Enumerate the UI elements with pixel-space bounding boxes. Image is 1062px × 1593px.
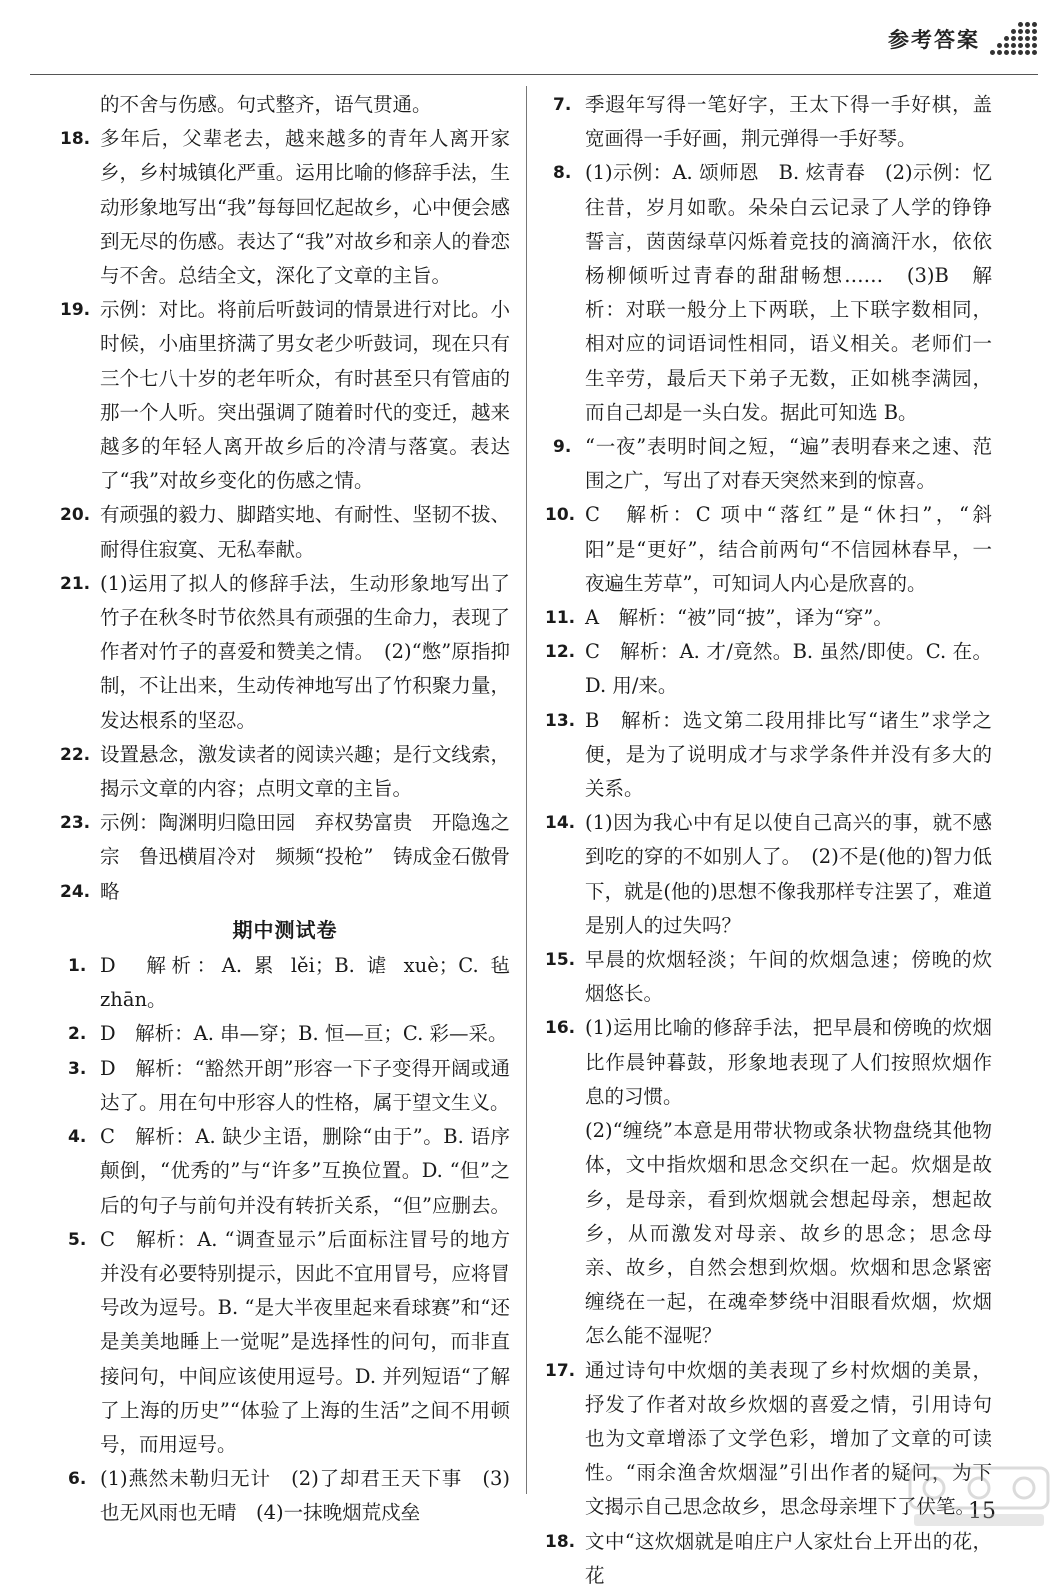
answer-text: 示例：陶渊明归隐田园 弃权势富贵 开隐逸之宗 鲁迅横眉冷对 频频“投枪” 铸成金石傲骨 (100, 811, 510, 869)
answer-number: 10. (545, 505, 576, 526)
answer-text: 有顽强的毅力、脚踏实地、有耐性、坚韧不拔、耐得住寂寞、无私奉献。 (100, 503, 510, 561)
answer-text: (1)燕然未勒归无计 (2)了却君王天下事 (3)也无风雨也无晴 (4)一抹晚烟荒戍垒 (100, 1467, 510, 1525)
answer-text: C 解析：A. “调查显示”后面标注冒号的地方并没有必要特别提示，因此不宜用冒号，应将冒号改为逗号。B. “是大半夜里起来看球赛”和“还是美美地睡上一觉呢”是选择性的问句，而非直接问句，中间应该使用逗号。D. 并列短语“了解了上海的历史”“体验了上海的生活”之间不用顿号，而用逗号。 (100, 1227, 510, 1456)
answer-item (60, 1017, 510, 1051)
answer-item (545, 1011, 992, 1114)
answer-text: 略 (100, 879, 120, 903)
answer-item (545, 88, 992, 156)
answer-number: 19. (60, 300, 91, 321)
answer-text: 通过诗句中炊烟的美表现了乡村炊烟的美景，抒发了作者对故乡炊烟的喜爱之情，引用诗句也为文章增添了文学色彩，增加了文章的可读性。“雨余渔舍炊烟湿”引出作者的疑问，为下文揭示自己思念故乡，思念母亲埋下了伏笔。 (585, 1358, 992, 1519)
answer-number: 15. (545, 950, 576, 971)
answer-text: C 解析：C 项中“落红”是“休扫”，“斜阳”是“更好”，结合前两句“不信园林春早，一夜遍生芳草”，可知词人内心是欣喜的。 (585, 503, 992, 595)
answer-number: 12. (545, 642, 576, 663)
answer-number: 13. (545, 710, 576, 731)
right-column (545, 88, 992, 1587)
answer-text: 文中“这炊烟就是咱庄户人家灶台上开出的花，花 (585, 1529, 992, 1587)
answer-text: (1)运用了拟人的修辞手法，生动形象地写出了竹子在秋冬时节依然具有顽强的生命力，表现了作者对竹子的喜爱和赞美之情。 (2)“憋”原指抑制，不让出来，生动传神地写出了竹积聚力量，发达根系的坚忍。 (100, 571, 510, 732)
answer-number: 24. (60, 881, 91, 902)
answer-text: (1)运用比喻的修辞手法，把早晨和傍晚的炊烟比作晨钟暮鼓，形象地表现了人们按照炊烟作息的习惯。 (585, 1016, 992, 1108)
header-title: 参考答案 (888, 28, 980, 52)
answer-item (60, 122, 510, 293)
answer-number: 2. (68, 1024, 87, 1045)
answer-number: 22. (60, 744, 91, 765)
answer-text: “一夜”表明时间之短，“遍”表明春来之速、范围之广，写出了对春天突然来到的惊喜。 (585, 435, 992, 493)
answer-item (60, 806, 510, 874)
answer-text: (2)“缠绕”本意是用带状物或条状物盘绕其他物体，文中指炊烟和思念交织在一起。炊烟是故乡，是母亲，看到炊烟就会想起母亲，想起故乡，从而激发对母亲、故乡的思念；思念母亲、故乡，自然会想到炊烟。炊烟和思念紧密缠绕在一起，在魂牵梦绕中泪眼看炊烟，炊烟怎么能不湿呢？ (585, 1119, 992, 1348)
answer-list-b (60, 949, 510, 1530)
answer-item (60, 567, 510, 738)
answer-number: 3. (68, 1058, 87, 1079)
answer-number: 16. (545, 1018, 576, 1039)
answer-text: 季遐年写得一笔好字，王太下得一手好棋，盖宽画得一手好画，荆元弹得一手好琴。 (585, 93, 992, 151)
answer-text: D 解析：“豁然开朗”形容一下子变得开阔或通达了。用在句中形容人的性格，属于望文生义。 (100, 1056, 510, 1114)
answer-item (60, 293, 510, 498)
answer-item (60, 1223, 510, 1462)
answer-text: 多年后，父辈老去，越来越多的青年人离开家乡，乡村城镇化严重。运用比喻的修辞手法，生动形象地写出“我”每每回忆起故乡，心中便会感到无尽的伤感。表达了“我”对故乡和亲人的眷恋与不舍。总结全文，深化了文章的主旨。 (100, 127, 510, 288)
answer-item (545, 704, 992, 807)
answer-number: 21. (60, 573, 91, 594)
answer-list-right (545, 88, 992, 1593)
answer-item (545, 430, 992, 498)
answer-item (545, 806, 992, 943)
page-header (888, 22, 1038, 56)
watermark-logo (904, 1462, 1054, 1532)
answer-number: 1. (68, 956, 87, 977)
answer-number: 8. (553, 163, 572, 184)
answer-text: 设置悬念，激发读者的阅读兴趣；是行文线索，揭示文章的内容；点明文章的主旨。 (100, 742, 510, 801)
answer-number: 6. (68, 1469, 87, 1490)
answer-text: (1)示例：A. 颂师恩 B. 炫青春 (2)示例：忆往昔，岁月如歌。朵朵白云记录了人学的铮铮誓言，茵茵绿草闪烁着竞技的滴滴汗水，依依杨柳倾听过青春的甜甜畅想…… (3)B 解析：对联一般分上下两联，上下联字数相同，相对应的词语词性相同，语义相关。老师们一生辛劳，最后天下弟子无数，正如桃李满园，而自己却是一头白发。据此可知选 B。 (585, 161, 992, 424)
answer-number: 18. (60, 129, 91, 150)
answer-item (60, 1052, 510, 1120)
answer-item (60, 498, 510, 566)
section-title: 期中测试卷 (232, 917, 338, 942)
answer-number: 14. (545, 813, 576, 834)
answer-list-a (60, 122, 510, 909)
answer-item (60, 1120, 510, 1223)
answer-item (545, 1525, 992, 1593)
answer-item (545, 943, 992, 1011)
answer-text: B 解析：选文第二段用排比写“诸生”求学之便，是为了说明成才与求学条件并没有多大的关系。 (585, 708, 992, 801)
answer-text: D 解析：A. 串—穿；B. 恒—亘；C. 彩—采。 (100, 1022, 508, 1046)
answer-number: 20. (60, 505, 91, 526)
answer-text: (1)因为我心中有足以使自己高兴的事，就不感到吃的穿的不如别人了。 (2)不是(他的)智力低下，就是(他的)思想不像我那样专注罢了，难道是别人的过失吗？ (585, 811, 992, 937)
answer-item (60, 738, 510, 806)
answer-item (60, 949, 510, 1017)
answer-item (545, 498, 992, 601)
answer-number: 7. (553, 95, 572, 115)
dot-pattern-icon (990, 22, 1038, 56)
answer-text: A 解析：“被”同“披”，译为“穿”。 (585, 606, 893, 630)
answer-text: C 解析：A. 缺少主语，删除“由于”。B. 语序颠倒，“优秀的”与“许多”互换位置。D. “但”之后的句子与前句并没有转折关系，“但”应删去。 (100, 1125, 510, 1217)
answer-text: D 解析：A. 累 lěi；B. 谑 xuè；C. 毡 zhān。 (100, 954, 510, 1012)
answer-item (60, 1462, 510, 1530)
answer-number: 17. (545, 1360, 576, 1381)
answer-number: 4. (68, 1127, 87, 1148)
answer-item (545, 156, 992, 430)
answer-number: 5. (68, 1229, 87, 1250)
column-divider (526, 86, 527, 1494)
header-rule (30, 74, 1038, 75)
intro-line: 的不舍与伤感。句式整齐，语气贯通。 (100, 93, 432, 116)
answer-number: 18. (545, 1531, 576, 1552)
answer-text: C 解析：A. 才/竟然。B. 虽然/即使。C. 在。D. 用/来。 (585, 640, 992, 698)
answer-text: 早晨的炊烟轻淡；午间的炊烟急速；傍晚的炊烟悠长。 (585, 948, 992, 1006)
answer-number: 11. (545, 608, 576, 629)
left-column (60, 88, 510, 1525)
answer-item (545, 635, 992, 703)
answer-text: 示例：对比。将前后听鼓词的情景进行对比。小时候，小庙里挤满了男女老少听鼓词，现在只有三个七八十岁的老年听众，有时甚至只有管庙的那一个人听。突出强调了随着时代的变迁，越来越多的年轻人离开故乡后的冷清与落寞。表达了“我”对故乡变化的伤感之情。 (100, 298, 510, 493)
page-number: 15 (968, 1499, 996, 1524)
answer-item (545, 1114, 992, 1353)
answer-item (60, 875, 510, 909)
answer-number: 23. (60, 813, 91, 834)
answer-item (545, 601, 992, 635)
answer-number: 9. (553, 437, 572, 458)
